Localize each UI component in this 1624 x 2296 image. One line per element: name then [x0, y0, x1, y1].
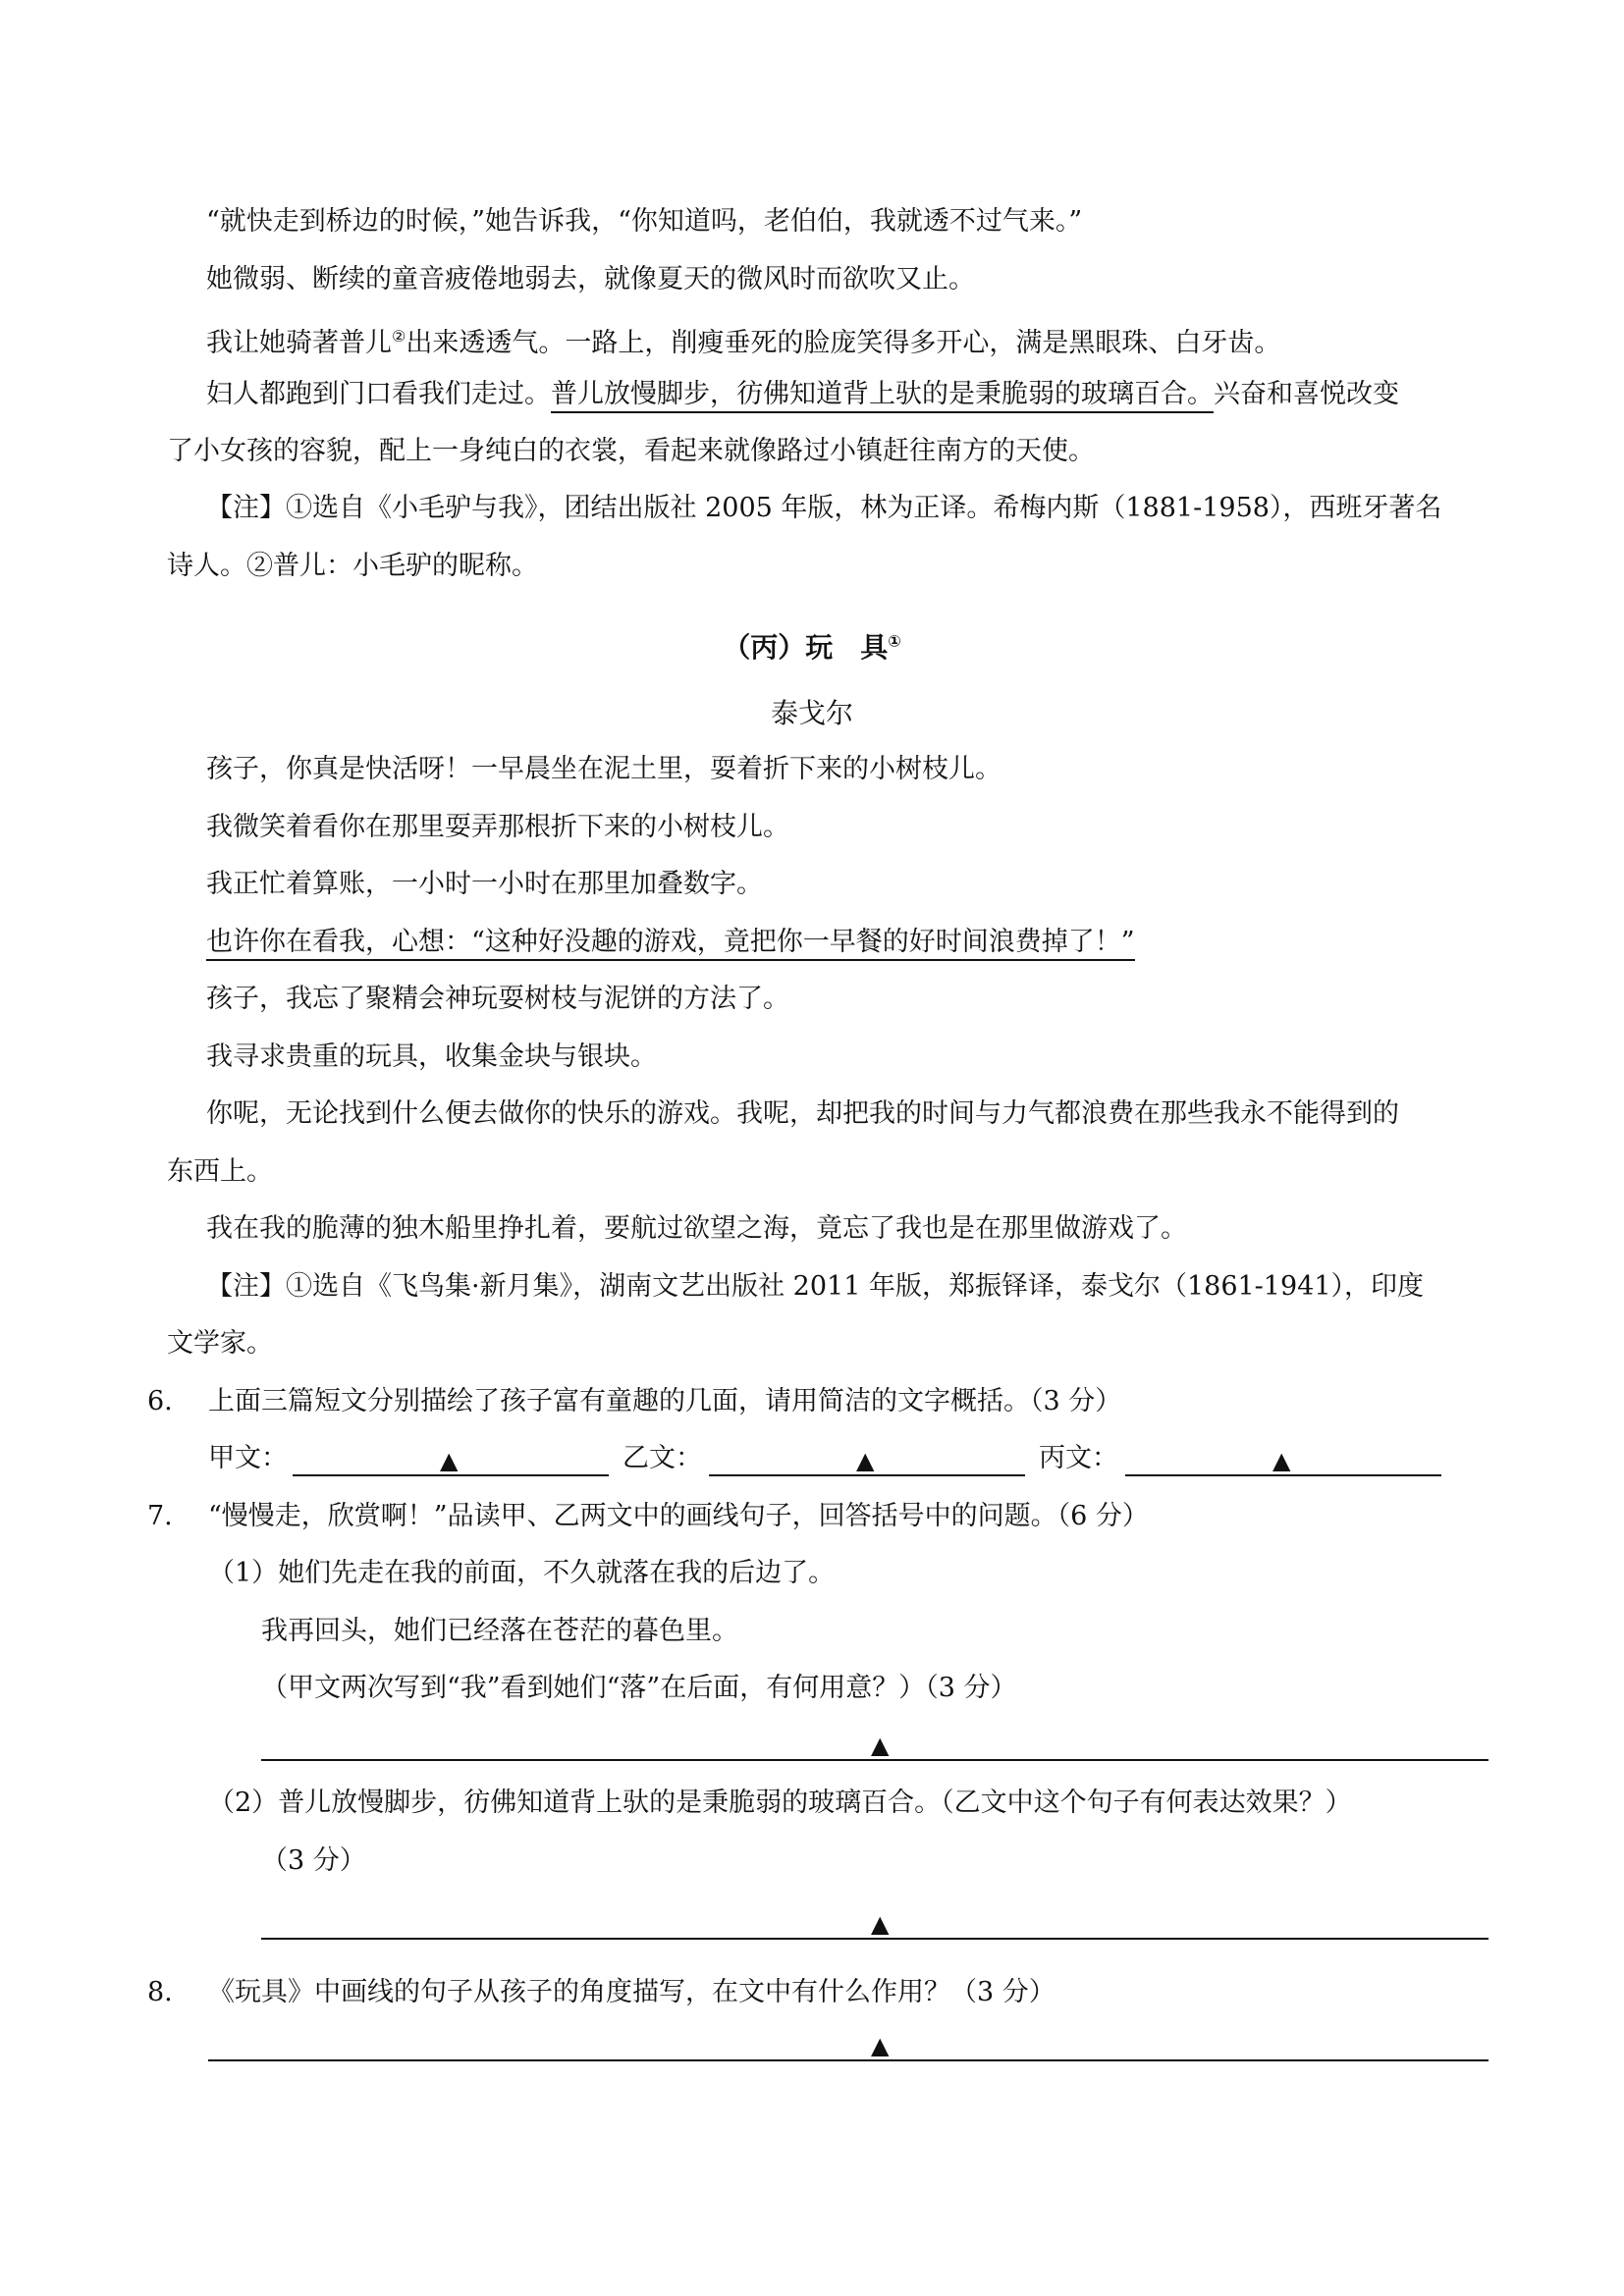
answer-marker-icon: ▲ [1272, 1447, 1291, 1474]
sub2-number: （2） [208, 1788, 279, 1818]
passage-c-paragraph-2: 我微笑着看你在那里耍弄那根折下来的小树枝儿。 [206, 812, 789, 842]
answer-label-b: 乙文： [623, 1443, 702, 1473]
answer-marker-icon: ▲ [856, 1447, 875, 1474]
question-8-number: 8. [147, 1977, 173, 2007]
answer-marker-icon: ▲ [440, 1447, 459, 1474]
question-6-number: 6. [147, 1386, 173, 1416]
sub1-line2: 我再回头，她们已经落在苍茫的暮色里。 [261, 1616, 738, 1646]
answer-label-a: 甲文： [208, 1443, 288, 1473]
passage-b-paragraph-2: 她微弱、断续的童音疲倦地弱去，就像夏天的微风时而欲吹又止。 [206, 264, 975, 294]
question-7-sub1 [208, 1554, 835, 1593]
passage-b-text: 出来透透气。一路上，削瘦垂死的脸庞笑得多开心，满是黑眼珠、白牙齿。 [406, 328, 1281, 358]
answer-label-c: 丙文： [1039, 1443, 1118, 1473]
sub1-question: （甲文两次写到“我”看到她们“落”在后面，有何用意？）（3 分） [261, 1673, 1017, 1703]
answer-blank-a[interactable] [293, 1474, 609, 1476]
passage-c-paragraph-1: 孩子，你真是快活呀！一早晨坐在泥土里，耍着折下来的小树枝儿。 [206, 754, 1001, 784]
passage-b-text: 我让她骑著普儿 [206, 328, 392, 358]
passage-c-paragraph-7-cont: 东西上。 [167, 1156, 273, 1187]
question-7-text: “慢慢走，欣赏啊！”品读甲、乙两文中的画线句子，回答括号中的问题。（6 分） [208, 1501, 1149, 1531]
answer-line-7-2[interactable] [261, 1938, 1489, 1940]
answer-marker-icon: ▲ [871, 1910, 890, 1938]
footnote-marker: ② [392, 327, 406, 346]
passage-c-note-1: 【注】①选自《飞鸟集·新月集》，湖南文艺出版社 2011 年版，郑振铎译，泰戈尔（1861-1941），印度 [206, 1271, 1425, 1302]
underlined-sentence-b: 普儿放慢脚步，彷佛知道背上驮的是秉脆弱的玻璃百合。 [551, 379, 1214, 413]
sub1-number: （1） [208, 1558, 279, 1588]
passage-c-paragraph-3: 我正忙着算账，一小时一小时在那里加叠数字。 [206, 869, 763, 899]
passage-b-paragraph-4 [206, 375, 1399, 414]
passage-b-note-1: 【注】①选自《小毛驴与我》，团结出版社 2005 年版，林为正译。希梅内斯（1881-1958），西班牙著名 [206, 493, 1442, 523]
passage-c-title: （丙）玩 具① [723, 631, 901, 664]
answer-marker-icon: ▲ [871, 2032, 890, 2059]
answer-blank-c[interactable] [1125, 1474, 1441, 1476]
answer-marker-icon: ▲ [871, 1732, 890, 1759]
passage-c-paragraph-5: 孩子，我忘了聚精会神玩耍树枝与泥饼的方法了。 [206, 984, 789, 1014]
passage-b-text: 妇人都跑到门口看我们走过。 [206, 379, 551, 409]
sub2-line1: 普儿放慢脚步，彷佛知道背上驮的是秉脆弱的玻璃百合。（乙文中这个句子有何表达效果？） [278, 1788, 1352, 1818]
passage-c-paragraph-6: 我寻求贵重的玩具，收集金块与银块。 [206, 1041, 657, 1072]
sub2-score: （3 分） [261, 1845, 366, 1876]
passage-c-paragraph-7: 你呢，无论找到什么便去做你的快乐的游戏。我呢，却把我的时间与力气都浪费在那些我永不能得到的 [206, 1098, 1399, 1129]
title-footnote-marker: ① [888, 631, 901, 651]
passage-c-author: 泰戈尔 [770, 697, 853, 729]
question-6-text: 上面三篇短文分别描绘了孩子富有童趣的几面，请用简洁的文字概括。（3 分） [208, 1386, 1122, 1416]
underlined-sentence-c: 也许你在看我，心想：“这种好没趣的游戏，竟把你一早餐的好时间浪费掉了！” [206, 927, 1135, 961]
passage-b-paragraph-1: “就快走到桥边的时候，”她告诉我，“你知道吗，老伯伯，我就透不过气来。” [206, 206, 1083, 237]
passage-b-paragraph-4-cont: 了小女孩的容貌，配上一身纯白的衣裳，看起来就像路过小镇赶往南方的天使。 [167, 436, 1095, 466]
passage-c-note-2: 文学家。 [167, 1328, 273, 1359]
passage-b-text: 兴奋和喜悦改变 [1214, 379, 1399, 409]
question-7-number: 7. [147, 1501, 173, 1531]
passage-c-paragraph-8: 我在我的脆薄的独木船里挣扎着，要航过欲望之海，竟忘了我也是在那里做游戏了。 [206, 1213, 1187, 1244]
question-8-text: 《玩具》中画线的句子从孩子的角度描写，在文中有什么作用？（3 分） [208, 1977, 1056, 2007]
answer-blank-b[interactable] [709, 1474, 1025, 1476]
sub1-line1: 她们先走在我的前面，不久就落在我的后边了。 [278, 1558, 836, 1588]
answer-line-7-1[interactable] [261, 1759, 1489, 1761]
question-7-sub2 [208, 1784, 1352, 1823]
passage-b-note-2: 诗人。②普儿：小毛驴的昵称。 [167, 551, 538, 581]
passage-b-paragraph-3 [206, 317, 1280, 363]
answer-line-8[interactable] [208, 2059, 1489, 2061]
passage-c-paragraph-4 [206, 923, 1135, 962]
